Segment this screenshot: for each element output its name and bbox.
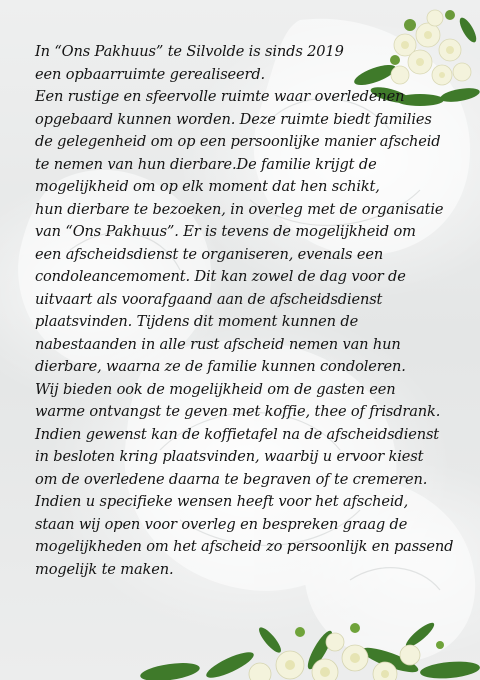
text-line: Een rustige en sfeervolle ruimte waar overledenen	[35, 88, 405, 105]
text-line: dierbare, waarna ze de familie kunnen condoleren.	[35, 358, 406, 375]
text-line: opgebaard kunnen worden. Deze ruimte biedt families	[35, 110, 432, 128]
bottom-flower-arrangement-image	[140, 610, 480, 680]
text-line: om de overledene daarna te begraven of te cremeren.	[35, 470, 428, 488]
text-line: in besloten kring plaatsvinden, waarbij u ervoor kiest	[35, 448, 424, 465]
text-line: hun dierbare te bezoeken, in overleg met de organisatie	[35, 200, 444, 218]
text-line: een afscheidsdienst te organiseren, evenals een	[35, 245, 384, 263]
text-line: staan wij open voor overleg en bespreken graag de	[35, 515, 408, 533]
text-line: condoleancemoment. Dit kan zowel de dag voor de	[35, 268, 406, 285]
text-line: mogelijkheden om het afscheid zo persoonlijk en passend	[35, 538, 454, 555]
text-line: Indien u specifieke wensen heeft voor het afscheid,	[35, 493, 409, 510]
text-line: warme ontvangst te geven met koffie, thee of frisdrank.	[35, 403, 441, 420]
text-line: een opbaarruimte gerealiseerd.	[35, 65, 266, 83]
text-line: de gelegenheid om op een persoonlijke manier afscheid	[35, 133, 441, 150]
text-line: Indien gewenst kan de koffietafel na de afscheidsdienst	[35, 425, 439, 443]
text-line: mogelijk te maken.	[35, 560, 174, 578]
text-line: mogelijkheid om op elk moment dat hen schikt,	[35, 178, 380, 195]
text-line: Wij bieden ook de mogelijkheid om de gasten een	[35, 380, 396, 398]
text-line: In “Ons Pakhuus” te Silvolde is sinds 2019	[35, 43, 344, 60]
body-text	[35, 41, 455, 581]
text-line: te nemen van hun dierbare.De familie krijgt de	[35, 155, 377, 173]
text-line: van “Ons Pakhuus”. Er is tevens de mogelijkheid om	[35, 223, 416, 240]
text-line: uitvaart als voorafgaand aan de afscheidsdienst	[35, 290, 383, 308]
text-line: nabestaanden in alle rust afscheid nemen van hun	[35, 335, 401, 353]
text-line: plaatsvinden. Tijdens dit moment kunnen de	[35, 313, 359, 330]
